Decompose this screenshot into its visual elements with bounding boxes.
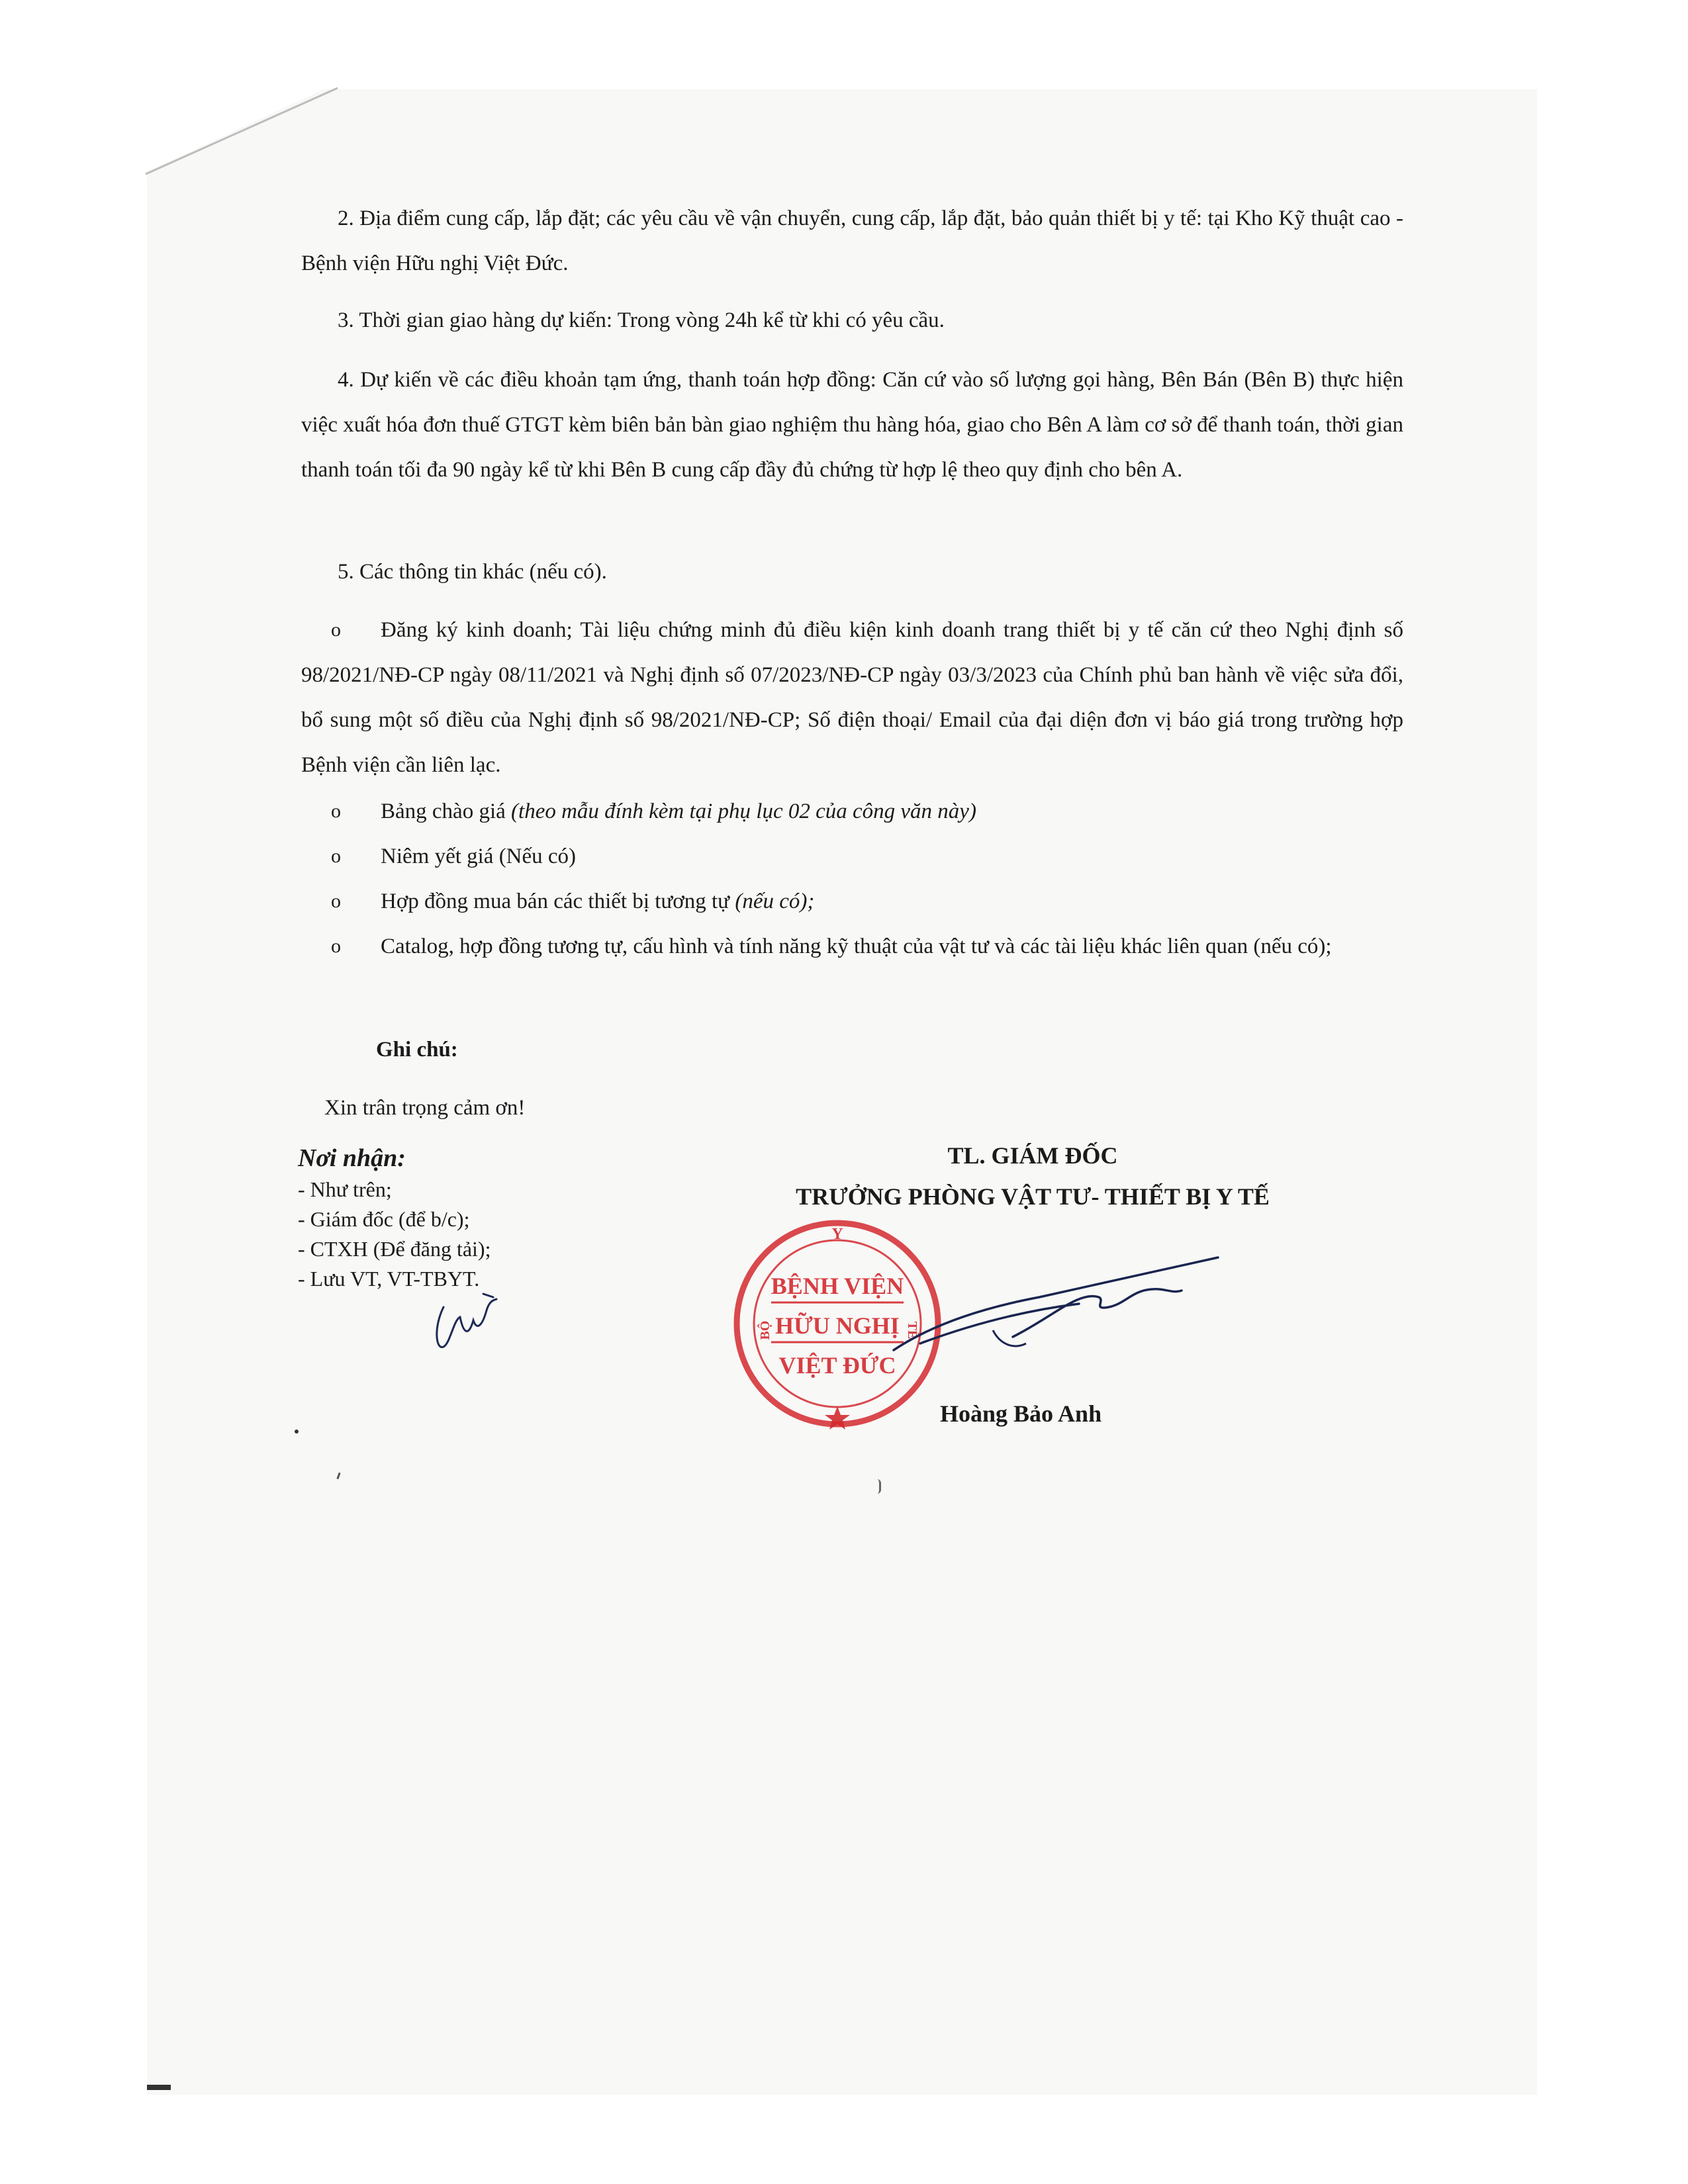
scan-edge-mark	[147, 2085, 171, 2090]
signer-name: Hoàng Bảo Anh	[940, 1400, 1102, 1427]
bullet-text: Bảng chào giá	[381, 799, 512, 823]
paragraph-other-info: 5. Các thông tin khác (nếu có).	[338, 560, 607, 584]
bullet-marker: o	[331, 619, 341, 641]
bullet-text: Đăng ký kinh doanh; Tài liệu chứng minh đủ điều kiện kinh doanh trang thiết bị y tế căn cứ theo Nghị định số 98/2021/NĐ-CP ngày 08/11/2021 và Nghị định số 07/2023/NĐ-CP ngày 03/3/2023 của Chính phủ ban hành về việc sửa đổi, bổ sung một số điều của Nghị định số 98/2021/NĐ-CP; Số điện thoại/ Email của đại diện đơn vị báo giá trong trường hợp Bệnh viện cần liên lạc.	[301, 618, 1403, 777]
paragraph-delivery-time: 3. Thời gian giao hàng dự kiến: Trong vòng 24h kể từ khi có yêu cầu.	[338, 308, 945, 332]
bullet-italic-note: (theo mẫu đính kèm tại phụ lục 02 của công văn này)	[511, 799, 976, 823]
signature-title-1: TL. GIÁM ĐỐC	[947, 1142, 1118, 1169]
note-label: Ghi chú:	[376, 1038, 458, 1062]
thanks-line: Xin trân trọng cảm ơn!	[324, 1096, 526, 1120]
recipient-item: - CTXH (Để đăng tải);	[298, 1237, 491, 1261]
bullet-marker: o	[331, 935, 341, 957]
bullet-marker: o	[331, 890, 341, 912]
scan-speck	[336, 1473, 340, 1479]
recipient-item: - Giám đốc (để b/c);	[298, 1207, 470, 1231]
stamp-line-2: HỮU NGHỊ	[775, 1312, 900, 1339]
bullet-text: Catalog, hợp đồng tương tự, cấu hình và tính năng kỹ thuật của vật tư và các tài liệu khác liên quan (nếu có);	[381, 934, 1332, 958]
bullet-text: Niêm yết giá (Nếu có)	[381, 844, 577, 868]
scan-speck	[877, 1479, 881, 1494]
stamp-top-letter: Y	[831, 1226, 843, 1243]
recipient-item: - Như trên;	[298, 1177, 392, 1201]
scan-speck	[295, 1430, 299, 1433]
director-signature	[880, 1244, 1225, 1390]
initials-signature	[430, 1281, 510, 1360]
stamp-left-letter: BỘ	[758, 1320, 773, 1340]
paragraph-payment-terms: 4. Dự kiến về các điều khoản tạm ứng, thanh toán hợp đồng: Căn cứ vào số lượng gọi hàng, Bên Bán (Bên B) thực hiện việc xuất hóa đơn thuế GTGT kèm biên bản bàn giao nghiệm thu hàng hóa, giao cho Bên A làm cơ sở để thanh toán, thời gian thanh toán tối đa 90 ngày kể từ khi Bên B cung cấp đầy đủ chứng từ hợp lệ theo quy định cho bên A.	[301, 368, 1403, 482]
bullet-business-registration	[301, 608, 1403, 788]
recipients-block	[298, 1142, 491, 1294]
stamp-line-3: VIỆT ĐỨC	[778, 1352, 896, 1379]
signature-title-2: TRƯỞNG PHÒNG VẬT TƯ- THIẾT BỊ Y TẾ	[796, 1183, 1270, 1210]
paragraph-delivery-location: 2. Địa điểm cung cấp, lắp đặt; các yêu cầu về vận chuyển, cung cấp, lắp đặt, bảo quản thiết bị y tế: tại Kho Kỹ thuật cao - Bệnh viện Hữu nghị Việt Đức.	[301, 206, 1403, 275]
bullet-text: Hợp đồng mua bán các thiết bị tương tự	[381, 889, 735, 913]
bullet-marker: o	[331, 845, 341, 867]
recipient-item: - Lưu VT, VT-TBYT.	[298, 1267, 480, 1291]
stamp-right-letter: TẾ	[905, 1321, 919, 1340]
bullet-italic-note: (nếu có);	[735, 889, 815, 913]
recipients-heading: Nơi nhận:	[298, 1144, 406, 1172]
bullet-marker: o	[331, 800, 341, 822]
stamp-line-1: BỆNH VIỆN	[771, 1273, 904, 1299]
bullet-catalog	[301, 924, 1403, 969]
